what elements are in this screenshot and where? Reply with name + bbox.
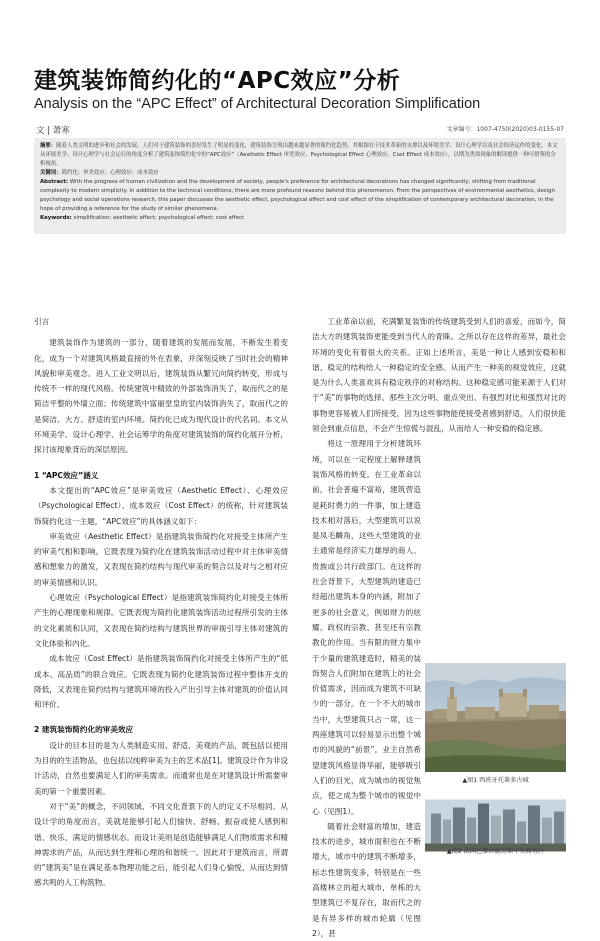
abstract-en xyxy=(40,178,560,214)
intro-paragraph: 建筑装饰作为建筑的一部分，随着建筑的发展而发展，不断发生着变化，成为一个对建筑风格最直接的外在表象，并深刻反映了当时社会的精神风貌和审美观念。进入工业文明以后，建筑装饰从繁冗向简约转变，形成与传统不一样的现代风格。传统建筑中精致的外部装饰消失了，取而代之的是简洁平整的外墙立面；传统建筑中富丽堂皇的室内装饰消失了，取而代之的是简洁、大方、舒适的室内环境。简约化已成为现代设计的代名词。本文从环境美学、设计心理学、社会运筹学的角度对建筑装饰的简约化展开分析，探讨该现象背后的深层原因。 xyxy=(34,338,288,455)
left-column xyxy=(34,314,288,888)
abstract-en-text: With the progress of human civilization and the development of society, people's preference for architectural decorations has changed significantly, shifting from traditional complexity to modern simplicity. In addition to the technical conditions, there are more profound reasons behind this phenomenon. From the perspectives of environmental aesthetics, design psychology and social operations research, this paper discusses the aesthetic effect, psychological effect and cost effect of the simplification of contemporary architectural decoration, in the hope of providing a reference for the study of similar phenomena. xyxy=(40,179,555,212)
keywords-en-text: simplification; aesthetic effect; psychological effect; cost effect xyxy=(71,215,245,221)
keywords-cn-label: 关键词： xyxy=(40,170,62,176)
article-title-cn: 建筑装饰简约化的“APC效应”分析 xyxy=(34,68,401,94)
abstract-en-label: Abstract: xyxy=(40,179,69,185)
keywords-en xyxy=(40,214,560,223)
section-1-heading: 1 “APC效应”涵义 xyxy=(34,470,99,480)
section-1-paragraph: 本文提出的“APC效应”是审美效应（Aesthetic Effect）、心理效应（Psychological Effect）、成本效应（Cost Effect）的统称，针对建筑装饰简约化这一主题，“APC效应”的具体涵义如下： xyxy=(34,485,288,526)
article-title-en: Analysis on the “APC Effect” of Architectural Decoration Simplification xyxy=(34,96,481,112)
abstract-cn-text: 随着人类文明的进步和社会的发展，人们对于建筑装饰的喜好发生了明显的变化，建筑装饰呈现出越来越显著的简约化趋势。其根源在于技术革新的支撑以及环境美学、设计心理学以及社会经济运作的变化。本文从环境美学、设计心理学与社会运行的角度分析了建筑装饰简约化中的“APC效应”（Aesthetic Effect 审美效应、Psychological Effect 心理效应、Cost Effect 成本效应），以期为类似现象的解读提供一种可借鉴的分析视角。 xyxy=(40,143,558,167)
keywords-cn xyxy=(40,169,560,178)
figure-1-image xyxy=(425,663,566,772)
intro-heading: 引言 xyxy=(34,317,50,326)
right-paragraph: 工业革命以前，充满繁复装饰的传统建筑受到人们的喜爱，而如今，简洁大方的建筑装饰更能受到当代人的青睐。之所以存在这样的差异，最社会环境的变化有着很大的关系。正如上述所言，美是一种让人感到安稳和和谐、稳定的结构给人一种稳定的安全感。从而产生一种美的视觉效应，这就是为什么人类喜欢具有稳定秩序的对称结构。这种稳定感可能来源于人们对于“美”的事物的选择。那些主次分明、重点突出、有强烈对比和强烈对比的事物更容易被人们所接受，因为这些事物能使接受者感到舒适，人们很快能领会到重点信息，不会产生惊慌与混乱，从而给人一种安稳的稳定感。 xyxy=(312,317,566,434)
section-2-paragraph: 对于“美”的概念，不同领域、不同文化背景下的人的定义不尽相同。从设计学的角度而言，美就是能够引起人们愉快、舒畅、振奋或使人感到和谐、快乐、满足的情感状态。而设计美则是创造能够满足人们物质需求和精神需求的产品，从而达到生理和心理的和谐统一。因此对于建筑而言，所谓的“建筑美”是在满足基本物理功能之后，能引起人们身心愉悦，从而达到情感共鸣的人工构筑物。 xyxy=(34,801,288,888)
abstract-cn-label: 摘要： xyxy=(40,143,57,149)
figure-1-caption: ▲图1 西班牙托莱多古城 xyxy=(462,777,529,784)
abstract-cn xyxy=(40,142,560,169)
article-number: 文章编号：1007-4750(2020)03-0155-07 xyxy=(446,126,564,133)
right-paragraph: 随着社会财富的增加，建造技术的进步，城市面积也在不断增大，城市中的建筑不断增多，标志性建筑变多，特别是在一些高楼林立的超大城市，单栋的大型建筑已不复存在，取而代之的是有异多样的城市轮廓（见图2），甚 xyxy=(312,821,421,938)
section-2-heading: 2 建筑装饰简约化的审美效应 xyxy=(34,725,134,735)
right-column xyxy=(312,314,566,938)
section-2-paragraph: 设计的目本目的是为人类制造实用、舒适、美观的产品，既包括以使用为目的的生活物品，也包括以纯粹审美为主的艺术品[1]。建筑设计作为非设计活动，自然也要满足人们的审美需求。而通常也是在对建筑设计所需要审美的第一个重要因素。 xyxy=(34,740,288,796)
section-1-paragraph: 心理效应（Psychological Effect）是指建筑装饰简约化对接受主体所产生的心理现象和规律。它既表现为简约化建筑装饰活动过程所引发的主体的文化素质和认同，又表现在简约结构与建筑世界的审视引导主体对建筑的文化体验和内化。 xyxy=(34,593,288,648)
abstract-box xyxy=(34,138,566,234)
right-paragraph: 将这一原理用于分析建筑环境，可以在一定程度上解释建筑装饰风格的转变。在工业革命以前，社会普遍不富裕，建筑营造是耗时费力的一件事，加上建造技术相对落后，大型建筑可以说是凤毛麟角，这些大型建筑的业主通常是经济实力雄厚的商人、贵族或公共行政部门。在这样的社会背景下，大型建筑的建造已经超出建筑本身的内涵，附加了更多的社会意义，例如财力的炫耀、政权的宗教、甚至还有宗教教化的作用。当有限的财力集中于少量的建筑建造时，精美的装饰契合人们附加在建筑上的社会价值需求，因而成为建筑不可缺少的一部分。在一个不大的城市当中，大型建筑只占一席，这一两座建筑可以轻易显示出整个城市的风貌的“前景”，业主自然希望建筑风格显得华丽，能够吸引人们的目光，成为城市的视觉焦点，使之成为整个城市的视觉中心（见图1）。 xyxy=(312,439,421,816)
figure-2-caption: ▲图2 法国巴黎拉德芳斯中央商务区 xyxy=(446,848,545,855)
section-1-paragraph: 成本效应（Cost Effect）是指建筑装饰简约化对接受主体所产生的“低成本、高品质”的联合效应。它既表现为简约化建筑装饰过程中整体开支的降低，又表现在简约结构与建筑环境的投入产出引导主体对建筑的价值认同和评价。 xyxy=(34,654,288,710)
keywords-en-label: Keywords: xyxy=(40,215,72,221)
section-1-paragraph: 审美效应（Aesthetic Effect）是指建筑装饰简约化对接受主体所产生的审美气相和影响。它既表现为简约化在建筑装饰活动过程中对主体审美情感和想象力的激发，又表现在简约结构与现代审美的契合以及对与之相对应的审美情感和认识。 xyxy=(34,531,288,587)
keywords-cn-text: 简约化；审美效应；心理效应；成本效应 xyxy=(61,170,159,176)
author: 文 | 萧寒 xyxy=(36,126,70,136)
